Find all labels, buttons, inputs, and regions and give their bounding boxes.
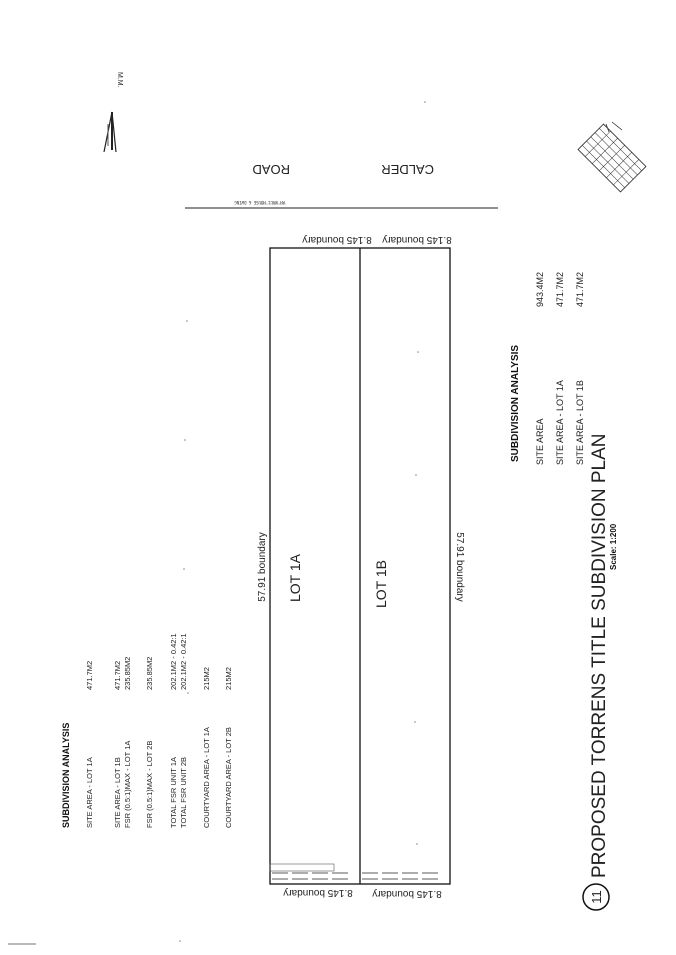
side-boundary-label-2: 57.91 boundary [454,532,465,602]
analysis-left-heading: SUBDIVISION ANALYSIS [61,722,71,828]
analysis-left-row-5-value: 202.1M2 - 0.42:1 [179,633,188,690]
analysis-right-row-2-value: 471.7M2 [575,271,585,307]
front-boundary-label-1: 8.145 boundary [302,234,372,245]
north-arrow [104,112,116,152]
analysis-left-row-2-label: FSR (0.5:1)MAX - LOT 1A [123,740,132,828]
analysis-left-row-0-label: SITE AREA - LOT 1A [85,757,94,828]
locality-map [578,124,646,192]
analysis-right-row-2-label: SITE AREA - LOT 1B [575,380,585,465]
analysis-left-row-5-label: TOTAL FSR UNIT 2B [179,757,188,828]
road-note: AH WALL HOUSE & DWING [234,200,285,205]
analysis-left-row-3-value: 235.85M2 [145,656,154,690]
sheet-number: 11 [589,890,604,904]
analysis-left-row-1-value: 471.7M2 [113,660,122,690]
analysis-left-row-1-label: SITE AREA - LOT 1B [113,757,122,828]
analysis-left-row-3-label: FSR (0.5:1)MAX - LOT 2B [145,740,154,828]
north-label: M.M. [116,72,123,88]
rear-boundary-label-1: 8.145 boundary [283,887,353,898]
road-name-2: CALDER [381,162,434,177]
front-boundary-label-2: 8.145 boundary [382,234,452,245]
analysis-table-left [61,633,233,828]
analysis-left-row-7-label: COURTYARD AREA - LOT 2B [224,727,233,828]
analysis-left-row-4-value: 202.1M2 - 0.42:1 [169,633,178,690]
analysis-right-row-0-label: SITE AREA [535,418,545,465]
analysis-left-row-4-label: TOTAL FSR UNIT 1A [169,757,178,828]
lot-1a-label: LOT 1A [287,554,303,602]
rear-easement-hatch [272,873,438,879]
plan-scale: Scale: 1:200 [609,523,618,570]
analysis-left-row-6-value: 215M2 [202,667,211,690]
analysis-right-heading: SUBDIVISION ANALYSIS [510,344,521,462]
analysis-table-right [510,272,585,465]
side-boundary-label-1: 57.91 boundary [257,532,268,602]
lot-1b-label: LOT 1B [373,560,389,608]
analysis-left-row-0-value: 471.7M2 [85,660,94,690]
analysis-left-row-6-label: COURTYARD AREA - LOT 1A [202,727,211,828]
analysis-right-row-1-value: 471.7M2 [555,271,565,307]
analysis-right-row-0-value: 943.4M2 [535,271,545,307]
plan-title: PROPOSED TORRENS TITLE SUBDIVISION PLAN [589,433,610,878]
analysis-left-row-2-value: 235.85M2 [123,656,132,690]
scan-marks [179,101,426,942]
road-name-1: ROAD [252,162,290,177]
analysis-left-row-7-value: 215M2 [224,667,233,690]
rear-boundary-label-2: 8.145 boundary [372,888,442,899]
analysis-right-row-1-label: SITE AREA - LOT 1A [555,380,565,465]
